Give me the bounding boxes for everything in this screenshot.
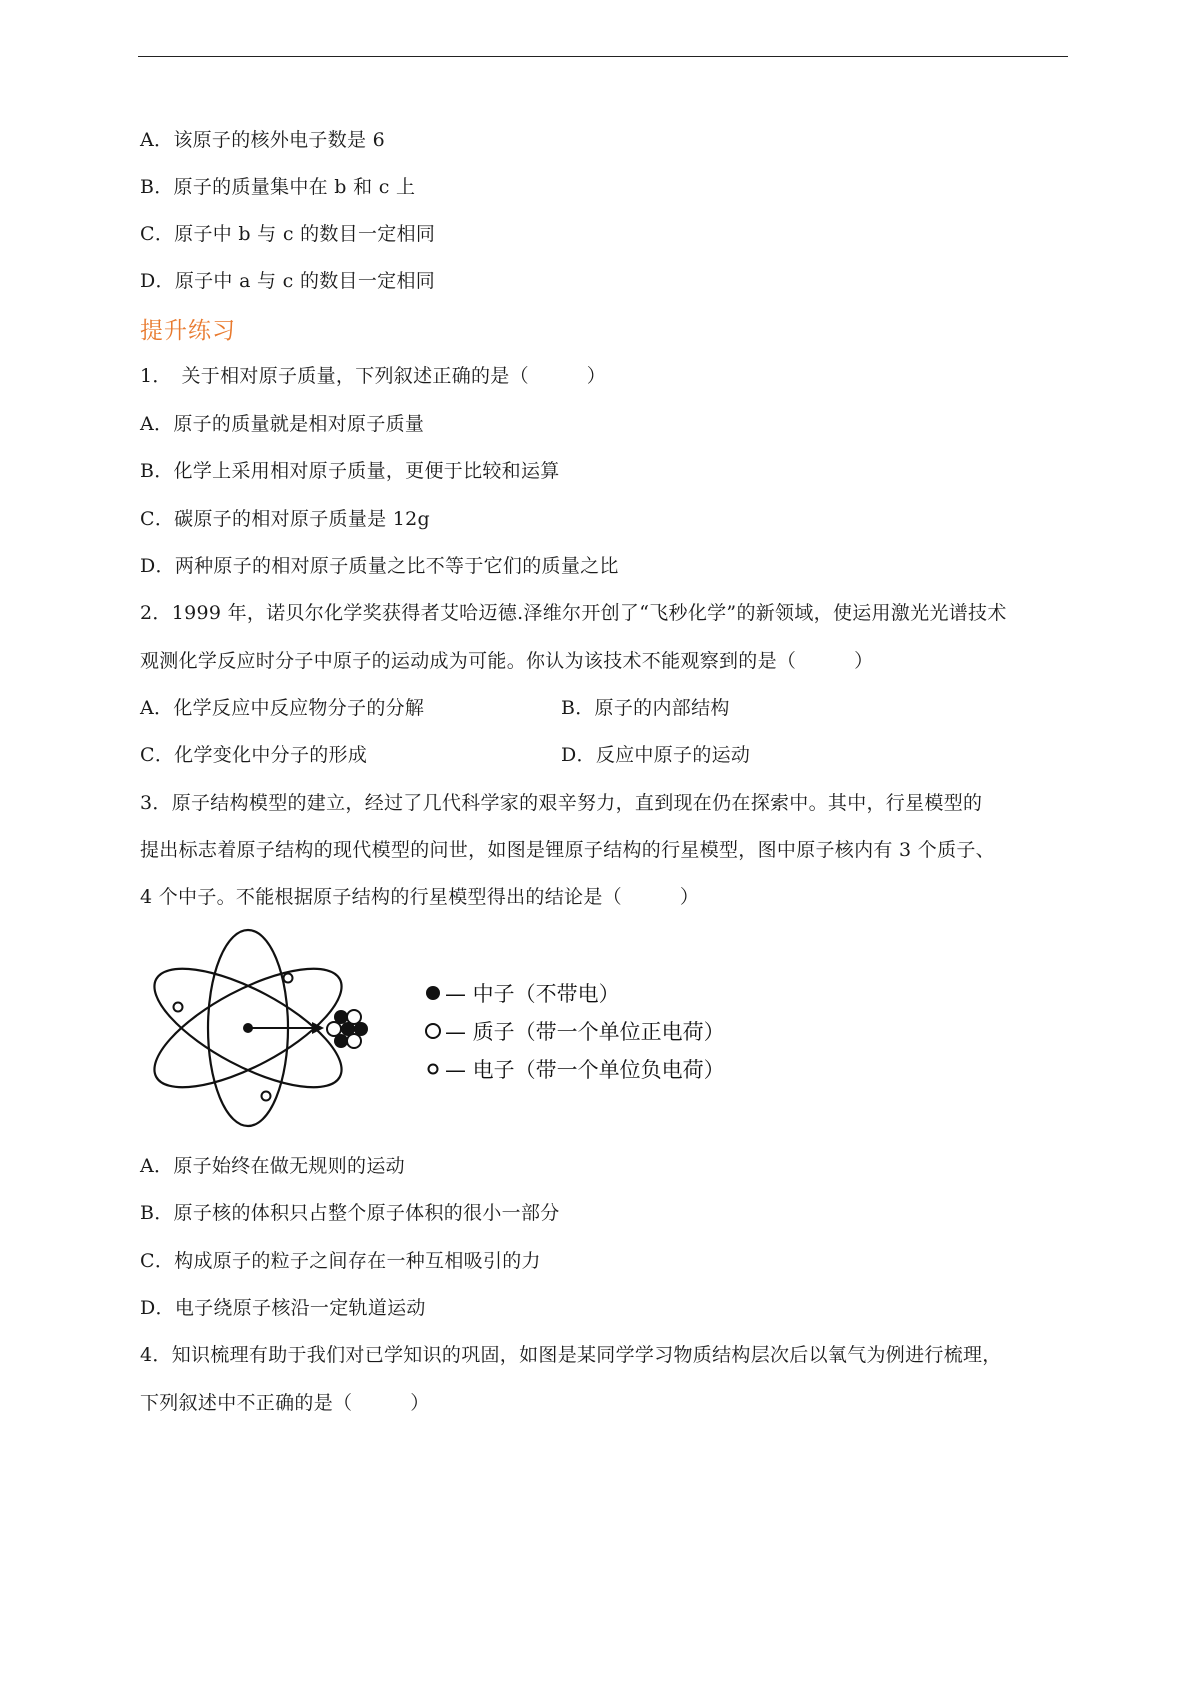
legend [426,982,725,1082]
electron [284,974,293,983]
q1-stem: 1． 关于相对原子质量，下列叙述正确的是（ ） [140,365,607,387]
nucleus-dot [243,1023,253,1033]
q3-option-c: C．构成原子的粒子之间存在一种互相吸引的力 [140,1250,541,1272]
q3-option-a: A．原子始终在做无规则的运动 [140,1155,405,1177]
proton [347,1010,361,1024]
nucleus-enlarged [327,1010,368,1048]
q2-option-b: B．原子的内部结构 [561,697,730,719]
lithium-atom-model-figure [140,925,780,1131]
prev-option-c: C．原子中 b 与 c 的数目一定相同 [140,223,436,245]
q1-option-a: A．原子的质量就是相对原子质量 [140,413,425,435]
q2-option-d: D．反应中原子的运动 [561,744,751,766]
q3-option-d: D．电子绕原子核沿一定轨道运动 [140,1297,426,1319]
proton [327,1022,341,1036]
electron [174,1003,183,1012]
q4-stem-line2: 下列叙述中不正确的是（ ） [140,1392,430,1414]
legend-proton: — 质子（带一个单位正电荷） [445,1020,725,1044]
q1-option-c: C．碳原子的相对原子质量是 12g [140,508,431,530]
q2-option-a: A．化学反应中反应物分子的分解 [140,697,425,719]
q3-stem-line3: 4 个中子。不能根据原子结构的行星模型得出的结论是（ ） [140,886,700,908]
proton [347,1034,361,1048]
neutron [334,1034,348,1048]
legend-neutron: — 中子（不带电） [445,982,620,1006]
q2-option-c: C．化学变化中分子的形成 [140,744,368,766]
neutron-legend-icon [426,986,440,1000]
q2-stem-line1: 2．1999 年，诺贝尔化学奖获得者艾哈迈德.泽维尔开创了“飞秒化学”的新领域，使运用激光光谱技术 [140,602,1007,624]
electron-legend-icon [429,1065,438,1074]
q4-stem-line1: 4．知识梳理有助于我们对已学知识的巩固，如图是某同学学习物质结构层次后以氧气为例进行梳理， [140,1344,1002,1366]
prev-option-b: B．原子的质量集中在 b 和 c 上 [140,176,416,198]
q3-stem-line2: 提出标志着原子结构的现代模型的问世，如图是锂原子结构的行星模型，图中原子核内有 3 个质子、 [140,839,995,861]
prev-option-a: A．该原子的核外电子数是 6 [140,129,386,151]
q3-option-b: B．原子核的体积只占整个原子体积的很小一部分 [140,1202,560,1224]
q1-option-d: D．两种原子的相对原子质量之比不等于它们的质量之比 [140,555,619,577]
section-title: 提升练习 [140,318,236,344]
proton-legend-icon [426,1024,440,1038]
q1-option-b: B．化学上采用相对原子质量，更便于比较和运算 [140,460,560,482]
q3-stem-line1: 3．原子结构模型的建立，经过了几代科学家的艰辛努力，直到现在仍在探索中。其中，行星模型的 [140,792,983,814]
legend-electron: — 电子（带一个单位负电荷） [445,1058,725,1082]
q2-stem-line2: 观测化学反应时分子中原子的运动成为可能。你认为该技术不能观察到的是（ ） [140,650,874,672]
header-rule [138,56,1068,57]
electron [262,1092,271,1101]
prev-option-d: D．原子中 a 与 c 的数目一定相同 [140,270,436,292]
